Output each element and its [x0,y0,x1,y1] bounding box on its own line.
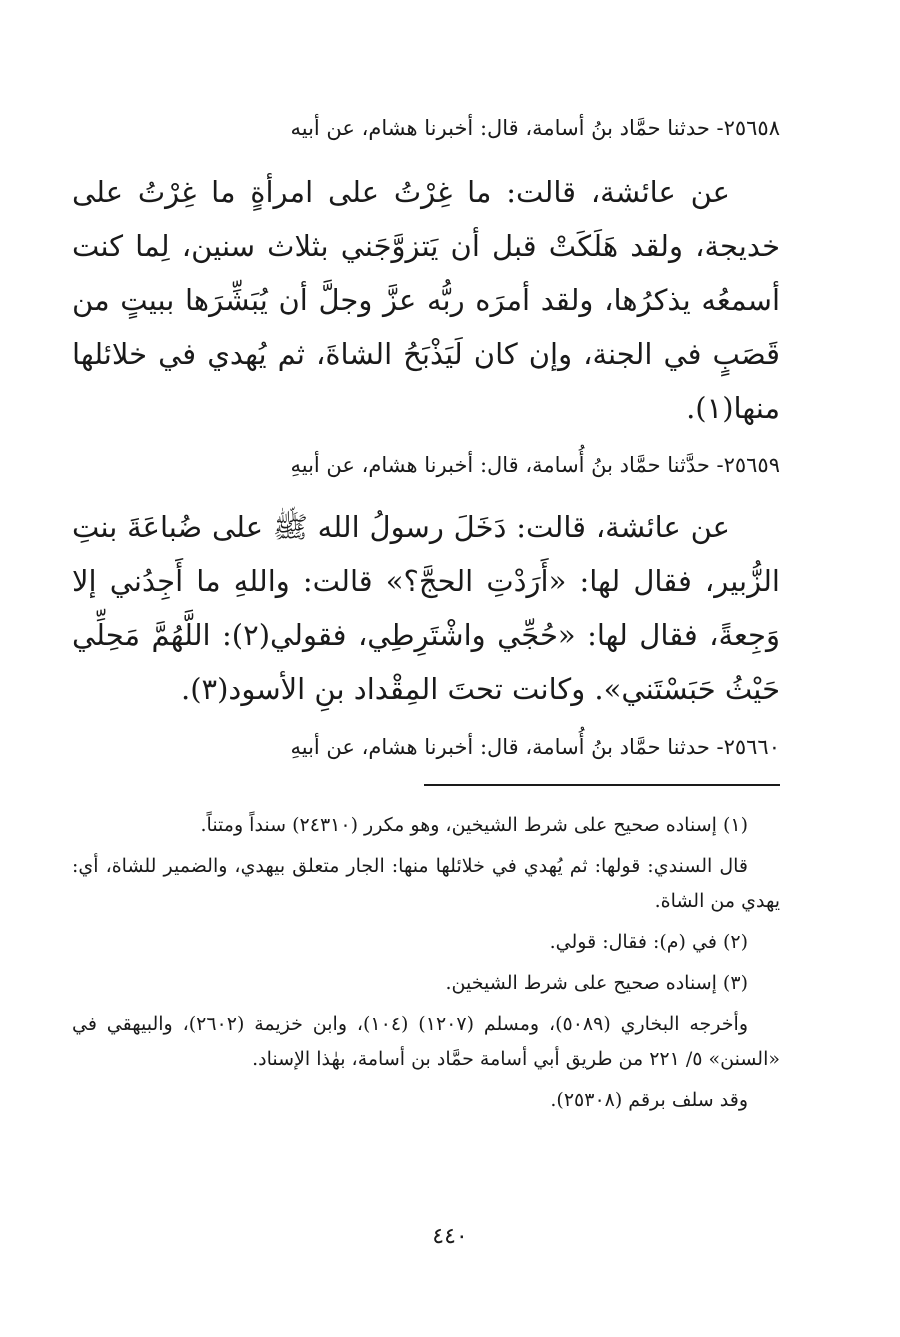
footnote-3: (٣) إسناده صحيح على شرط الشيخين. [445,972,748,994]
hadith-chain-25659: ٢٥٦٥٩- حدَّثنا حمَّاد بنُ أُسامة، قال: أخبرنا هشام، عن أبيهِ [290,453,780,477]
footnote-3-takhrij: وأخرجه البخاري (٥٠٨٩)، ومسلم (١٢٠٧) (١٠٤)، وابن خزيمة (٢٦٠٢)، والبيهقي في «السنن» ٥/ ٢٢١ من طريق أبي أسامة حمَّاد بن أسامة، بهٰذا الإسناد. [72,1013,780,1070]
book-page [72,0,780,1337]
footnotes [72,808,780,1124]
hadith-text-25659: عن عائشة، قالت: دَخَلَ رسولُ الله ﷺ على ضُباعَةَ بنتِ الزُّبير، فقال لها: «أَرَدْتِ الحجَّ؟» قالت: واللهِ ما أَجِدُني إلا وَجِعةً، فقال لها: «حُجِّي واشْتَرِطِي، فقولي(٢): اللَّهُمَّ مَحِلِّي حَيْثُ حَبَسْتَني». وكانت تحتَ المِقْداد بنِ الأسود(٣). [72,510,780,706]
footnote-1: (١) إسناده صحيح على شرط الشيخين، وهو مكرر (٢٤٣١٠) سنداً ومتناً. [200,814,748,836]
footnote-2: (٢) في (م): فقال: قولي. [549,931,748,953]
footnote-3-cross-reference: وقد سلف برقم (٢٥٣٠٨). [550,1089,748,1111]
hadith-chain-25660: ٢٥٦٦٠- حدثنا حمَّاد بنُ أُسامة، قال: أخبرنا هشام، عن أبيهِ [290,735,780,759]
hadith-text-25658: عن عائشة، قالت: ما غِرْتُ على امرأةٍ ما غِرْتُ على خديجة، ولقد هَلَكَتْ قبل أن يَتزوَّجَني بثلاث سنين، لِما كنت أسمعُه يذكرُها، ولقد أمرَه ربُّه عزَّ وجلَّ أن يُبَشِّرَها ببيتٍ من قَصَبٍ في الجنة، وإن كان لَيَذْبَحُ الشاةَ، ثم يُهدي في خلائلها منها(١). [72,175,780,425]
hadith-chain-25658: ٢٥٦٥٨- حدثنا حمَّاد بنُ أسامة، قال: أخبرنا هشام، عن أبيه [290,116,780,140]
footnote-1-commentary: قال السندي: قولها: ثم يُهدي في خلائلها منها: الجار متعلق بيهدي، والضمير للشاة، أي: يهدي من الشاة. [72,855,780,912]
footnote-divider [424,784,780,786]
page-number: ٤٤٠ [432,1224,468,1249]
